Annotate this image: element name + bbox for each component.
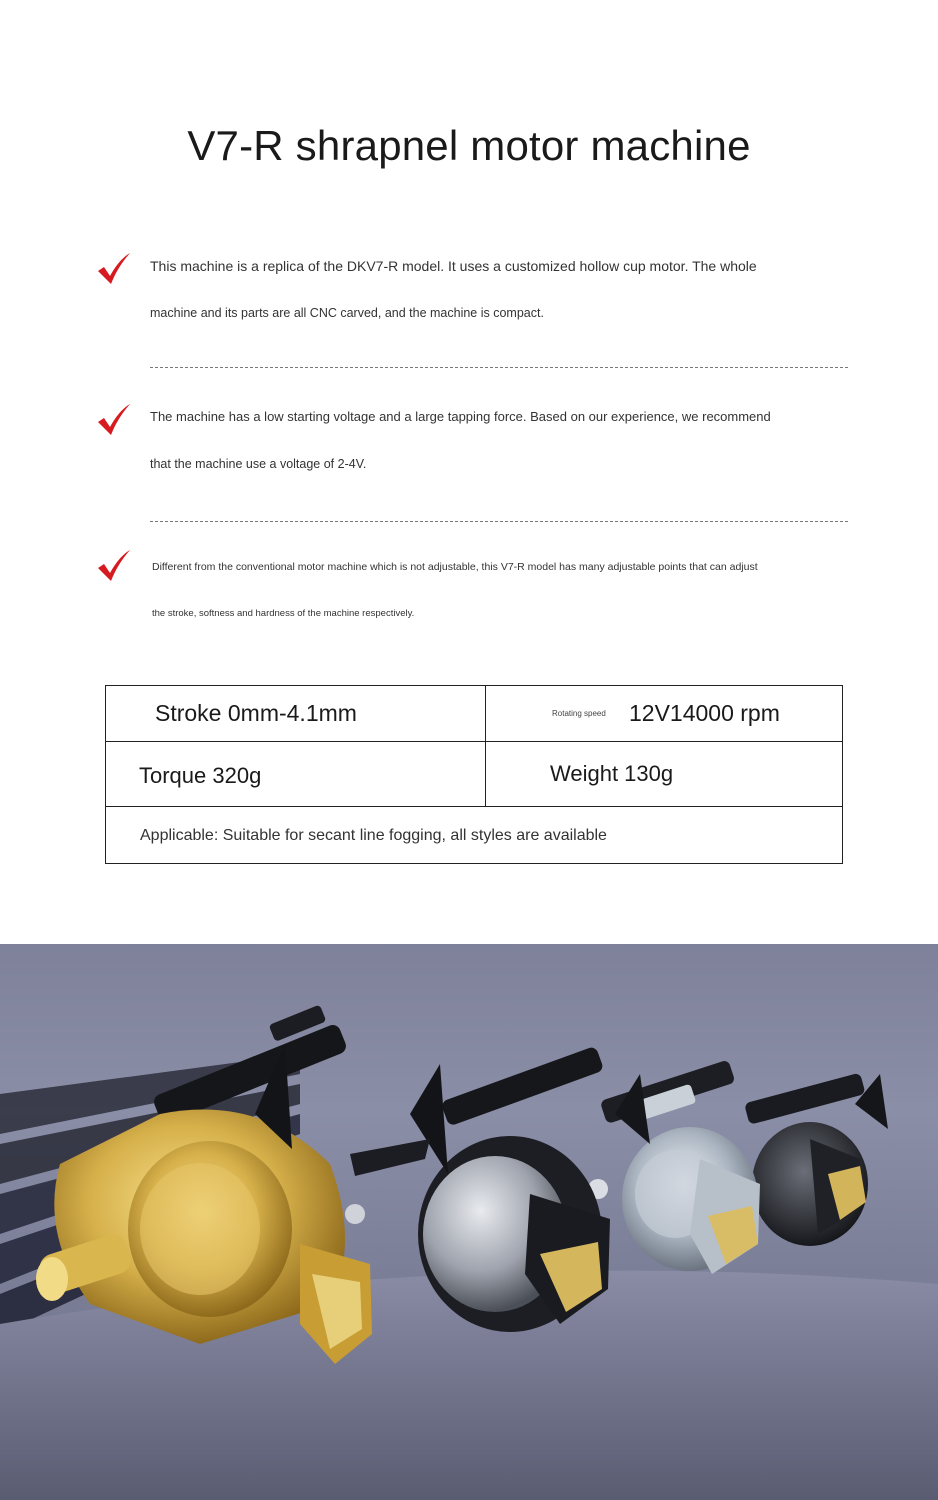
machine-silver (588, 1060, 760, 1274)
spec-torque: Torque 320g (139, 763, 262, 788)
spec-stroke: Stroke 0mm-4.1mm (155, 700, 357, 726)
spec-rotating-value: 12V14000 rpm (629, 700, 780, 726)
machine-gold (36, 1005, 372, 1364)
spec-weight: Weight 130g (550, 761, 674, 786)
product-illustration (0, 944, 938, 1500)
feature-3-line-1: Different from the conventional motor machine which is not adjustable, this V7-R model has many adjustable points that can adjust (152, 561, 758, 573)
machine-black-far (744, 1073, 888, 1246)
divider (150, 521, 848, 522)
spec-rotating-label: Rotating speed (552, 709, 606, 718)
feature-3-line-2: the stroke, softness and hardness of the machine respectively. (152, 608, 415, 619)
feature-2-line-1: The machine has a low starting voltage and a large tapping force. Based on our experience, we recommend (150, 409, 771, 424)
spec-table (105, 685, 843, 864)
divider (150, 367, 848, 368)
table-rule (485, 686, 486, 807)
product-photo (0, 944, 938, 1500)
spec-applicable: Applicable: Suitable for secant line fogging, all styles are available (140, 827, 607, 844)
checkmark-icon (96, 252, 132, 286)
feature-2-line-2: that the machine use a voltage of 2-4V. (150, 457, 367, 471)
checkmark-icon (96, 549, 132, 583)
feature-1-line-2: machine and its parts are all CNC carved, and the machine is compact. (150, 306, 544, 320)
feature-1-line-1: This machine is a replica of the DKV7-R model. It uses a customized hollow cup motor. The whole (150, 258, 757, 274)
checkmark-icon (96, 403, 132, 437)
table-rule (106, 806, 842, 807)
page-title: V7-R shrapnel motor machine (187, 122, 751, 169)
table-rule (106, 741, 842, 742)
